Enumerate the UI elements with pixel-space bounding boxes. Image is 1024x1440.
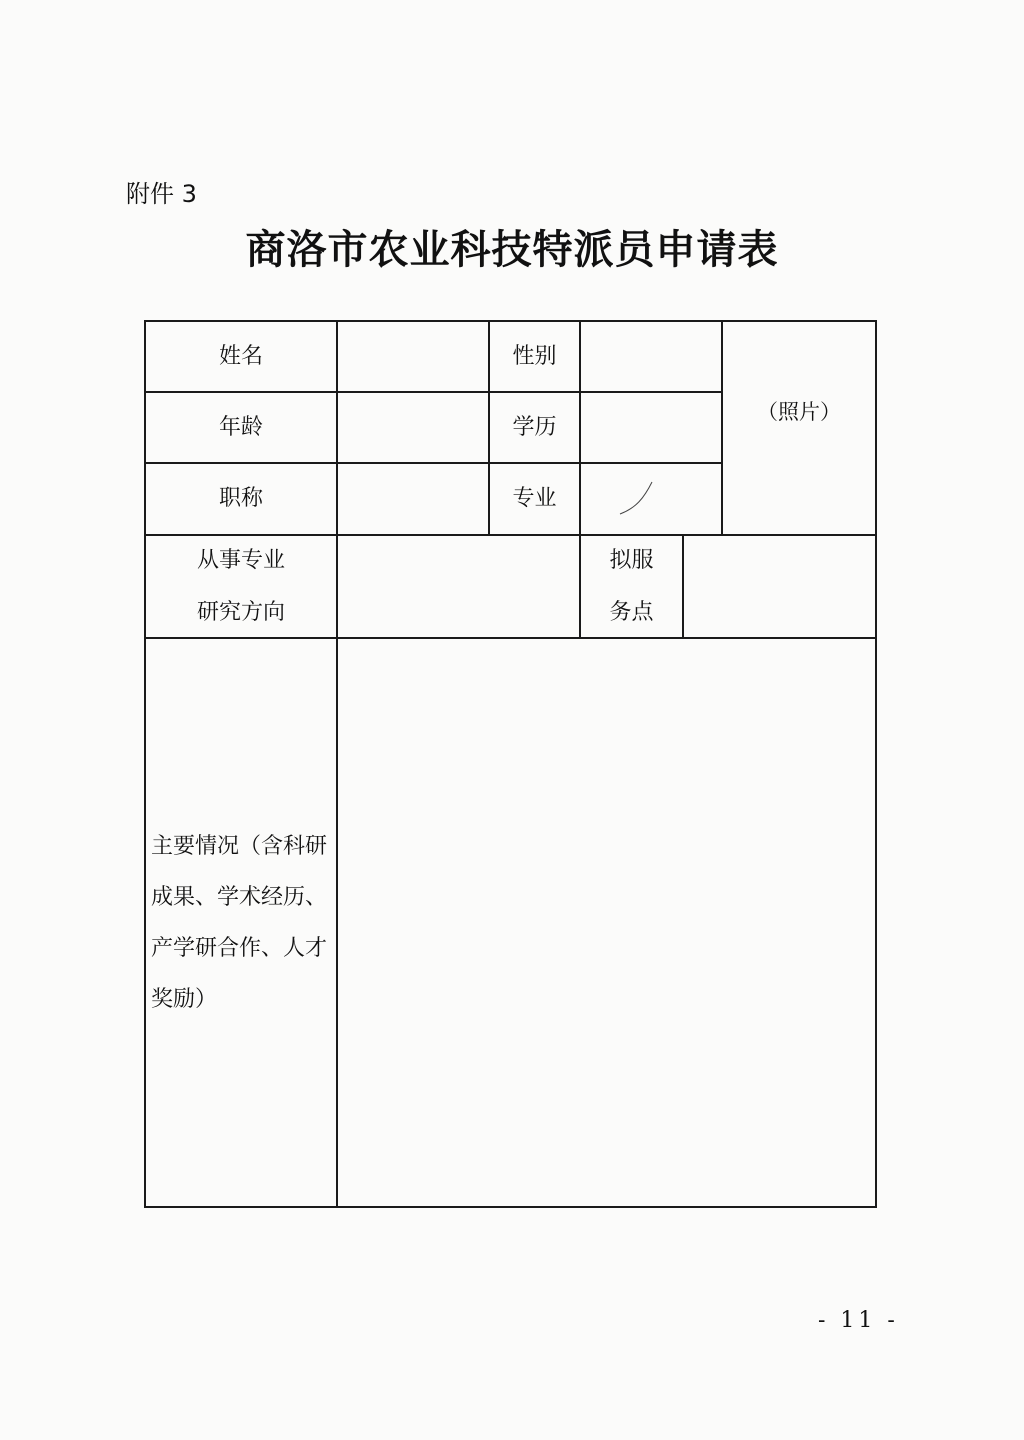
- photo-box[interactable]: [723, 322, 875, 534]
- main-info-field[interactable]: [338, 639, 875, 1206]
- name-field[interactable]: [338, 322, 488, 391]
- title-label: 职称: [218, 486, 263, 511]
- photo-label: （照片）: [757, 400, 841, 424]
- research-field[interactable]: [338, 536, 579, 637]
- form-title: 商洛市农业科技特派员申请表: [245, 226, 779, 273]
- title-field[interactable]: [338, 464, 488, 534]
- main-info-label: 主要情况（含科研成果、学术经历、产学研合作、人才奖励）: [151, 833, 328, 1012]
- research-label-line1: 从事专业: [196, 547, 285, 573]
- major-label: 专业: [512, 486, 557, 511]
- service-label-line2: 务点: [609, 599, 654, 625]
- age-label: 年龄: [218, 414, 263, 440]
- service-label-line1: 拟服: [609, 547, 654, 573]
- education-field[interactable]: [581, 393, 721, 462]
- page-number: - 11 -: [818, 1308, 899, 1333]
- main-info-label-cell: [146, 639, 336, 1206]
- research-label-line2: 研究方向: [196, 599, 285, 625]
- name-label: 姓名: [218, 343, 263, 369]
- gender-field[interactable]: [581, 322, 721, 391]
- service-point-field[interactable]: [684, 536, 875, 637]
- education-label: 学历: [512, 414, 557, 440]
- service-point-label: [581, 536, 682, 637]
- attachment-label: 附件 3: [126, 180, 197, 208]
- application-form: [144, 320, 877, 1208]
- pen-mark: [616, 480, 656, 520]
- research-label: [146, 536, 336, 637]
- age-field[interactable]: [338, 393, 488, 462]
- gender-label: 性别: [512, 343, 557, 369]
- table-border: [144, 1206, 877, 1208]
- table-border: [875, 320, 877, 1208]
